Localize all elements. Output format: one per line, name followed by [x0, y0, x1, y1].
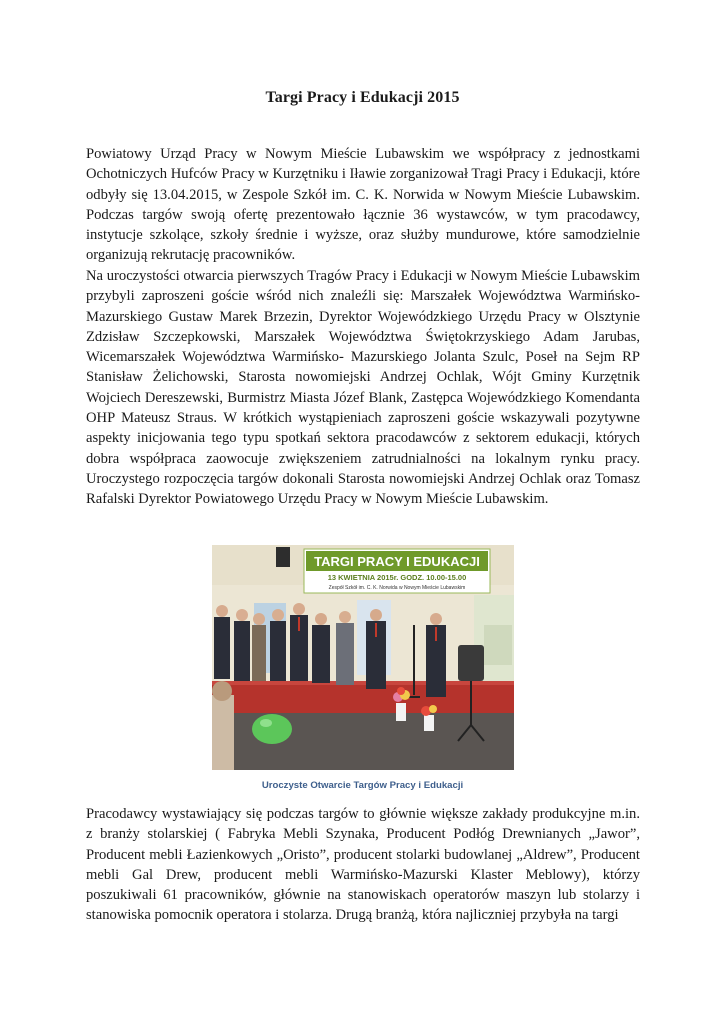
event-photo [212, 545, 514, 770]
banner-date: 13 KWIETNIA 2015r. GODZ. 10.00-15.00 [327, 573, 467, 582]
page-title: Targi Pracy i Edukacji 2015 [265, 89, 460, 106]
paragraph-guests: Na uroczystości otwarcia pierwszych Tragów Pracy i Edukacji w Nowym Mieście Lubawskim przybyli zaproszeni goście wśród nich znaleźli się: Marszałek Województwa Warmińsko-Mazurskiego Gustaw Marek Brzezin, Dyrektor Wojewódzkiego Urzędu Pracy w Olsztynie Zdzisław Szczepkowski, Marszałek Województwa Świętokrzyskiego Adam Jarubas, Wicemarszałek Województwa Warmińsko- Mazurskiego Jolanta Szulc, Poseł na Sejm RP Stanisław Żelichowski, Starosta nowomiejski Andrzej Ochlak, Wójt Gminy Kurzętnik Wojciech Dereszewski, Burmistrz Miasta Józef Blank, Zastępca Wojewódzkiego Komendanta OHP Mateusz Straus. W krótkich wystąpieniach zaproszeni goście wskazywali pozytywne aspekty inicjowania tego typu spotkań sektora pracodawców z sektorem edukacji, których dobra współpraca zaowocuje zwiększeniem zatrudnialności na lokalnym rynku pracy. Uroczystego rozpoczęcia targów dokonali Starosta nowomiejski Andrzej Ochlak oraz Tomasz Rafalski Dyrektor Powiatowego Urzędu Pracy w Nowym Mieście Lubawskim. [86, 268, 640, 508]
paragraph-intro: Powiatowy Urząd Pracy w Nowym Mieście Lubawskim we współpracy z jednostkami Ochotniczych Hufców Pracy w Kurzętniku i Iławie zorganizował Tragi Pracy i Edukacji, które odbyły się 13.04.2015, w Zespole Szkół im. C. K. Norwida w Nowym Mieście Lubawskim. Podczas targów swoją ofertę prezentowało łącznie 36 wystawców, w tym pracodawcy, instytucje szkolące, szkoły średnie i wyższe, oraz służby mundurowe, które samodzielnie organizują rekrutację pracowników. [86, 146, 640, 264]
banner-title: TARGI PRACY I EDUKACJI [314, 554, 480, 569]
banner-venue: Zespół Szkół im. C. K. Norwida w Nowym Mieście Lubawskim [328, 585, 466, 591]
paragraph-employers: Pracodawcy wystawiający się podczas targów to głównie większe zakłady produkcyjne m.in. z branży stolarskiej ( Fabryka Mebli Szynaka, Producent Podłóg Drewnianych „Jawor”, Producent mebli Łazienkowych „Oristo”, producent stolarki budowlanej „Aldrew”, Producent mebli Gal Drew, producent mebli Warmińsko-Mazurski Klaster Meblowy), którzy poszukiwali 61 pracowników, głównie na stanowiskach operatorów maszyn lub stolarzy i stanowiska pomocnik operatora i stolarza. Drugą branżą, która najliczniej przybyła na targi [86, 806, 640, 924]
event-banner [304, 549, 490, 593]
photo-caption: Uroczyste Otwarcie Targów Pracy i Edukacji [261, 780, 464, 791]
